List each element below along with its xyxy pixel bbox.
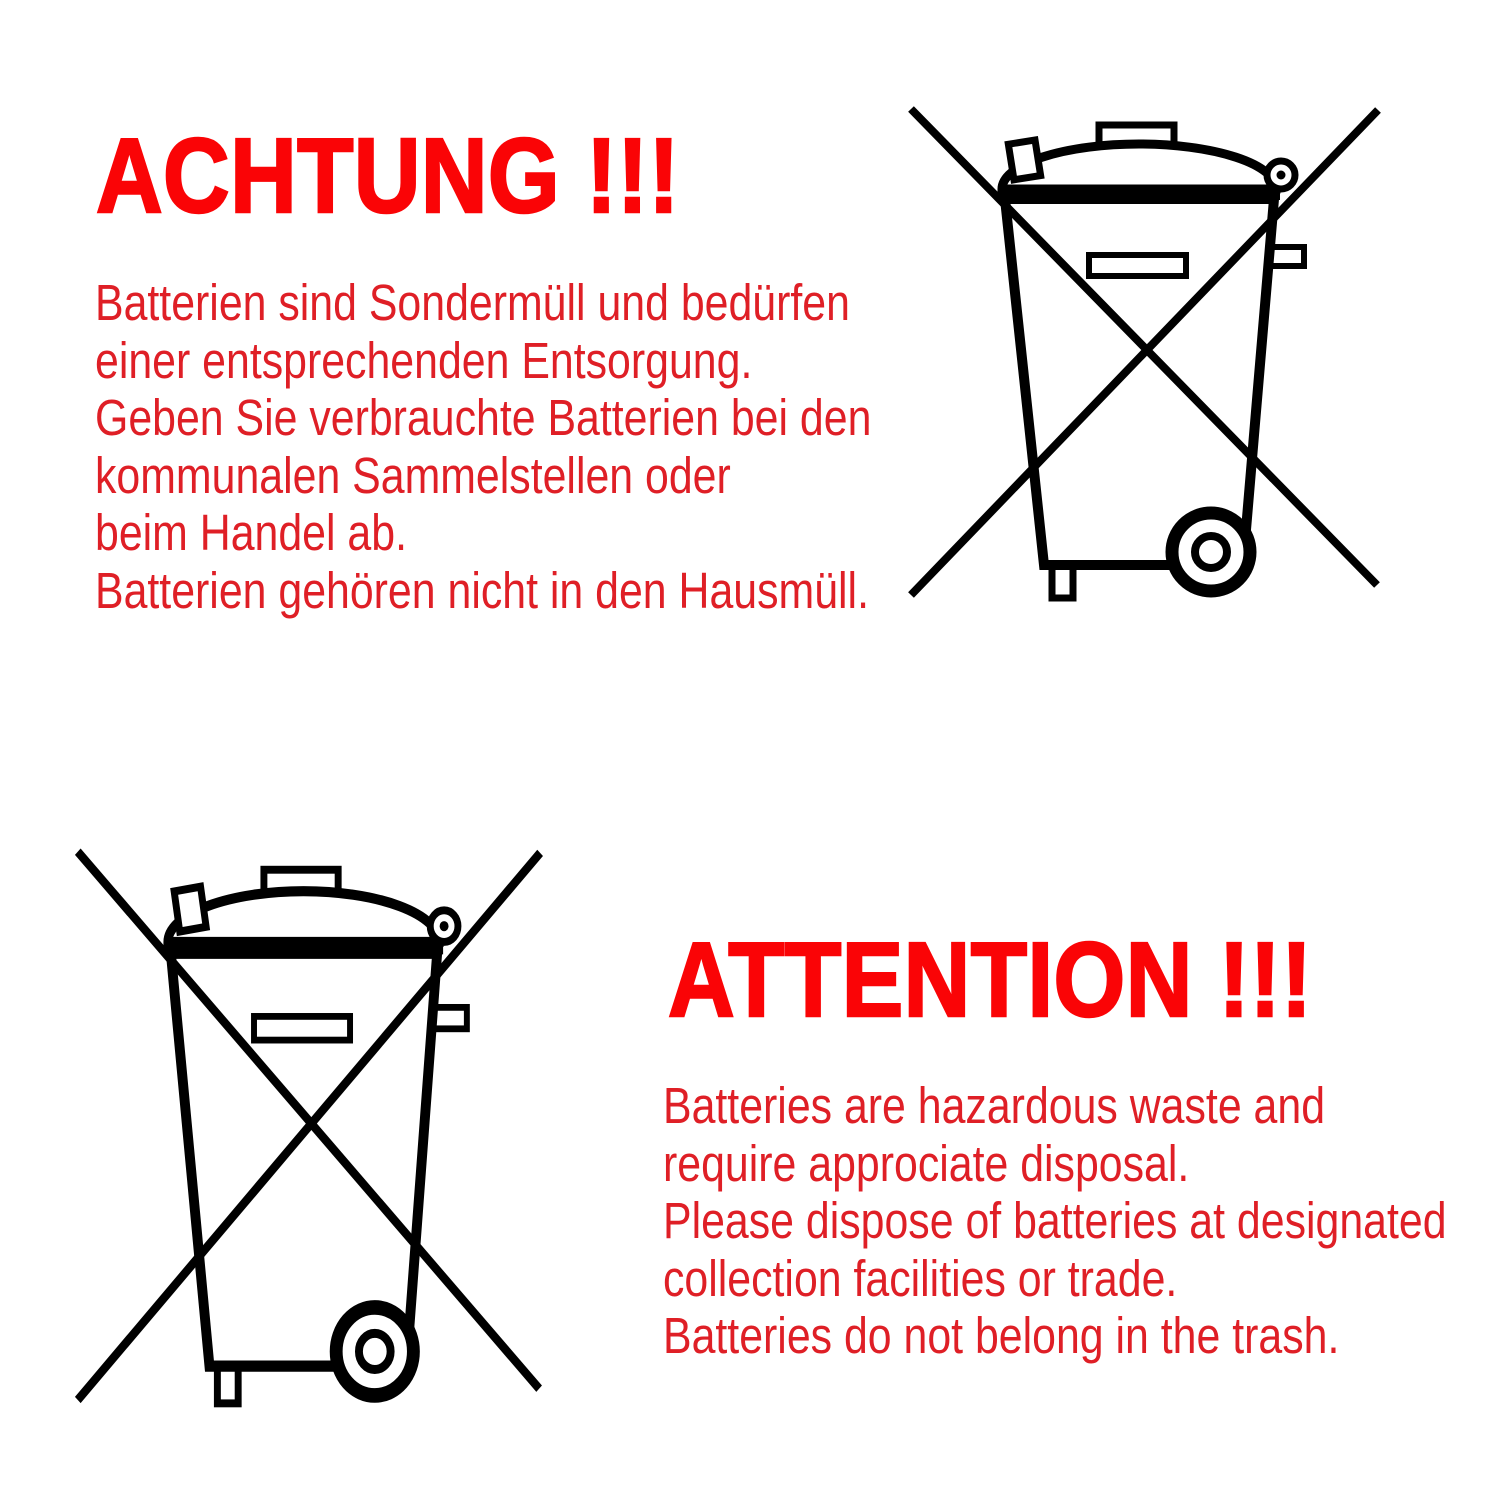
english-text-line: Batteries are hazardous waste and [663,1077,1326,1134]
english-text-line: Batteries do not belong in the trash. [663,1307,1340,1365]
german-text-line: beim Handel ab. [95,504,407,562]
english-warning-text [663,1077,1447,1365]
crossed-out-wheelie-bin-icon [890,88,1390,603]
german-warning-heading: ACHTUNG !!! [96,117,680,235]
english-text-line: require approciate disposal. [663,1134,1190,1192]
english-text-line: Please dispose of batteries at designated [663,1192,1447,1250]
german-text-line: Batterien gehören nicht in den Hausmüll. [95,561,869,619]
english-warning-heading: ATTENTION !!! [668,921,1313,1039]
german-text-line: kommunalen Sammelstellen oder [95,446,731,504]
german-warning-text [95,274,871,620]
english-text-line: collection facilities or trade. [663,1249,1178,1307]
german-text-line: einer entsprechenden Entsorgung. [95,331,753,389]
german-text-line: Geben Sie verbrauchte Batterien bei den [95,389,872,447]
german-text-line: Batterien sind Sondermüll und bedürfen [95,274,850,331]
crossed-out-wheelie-bin-icon [57,828,552,1409]
